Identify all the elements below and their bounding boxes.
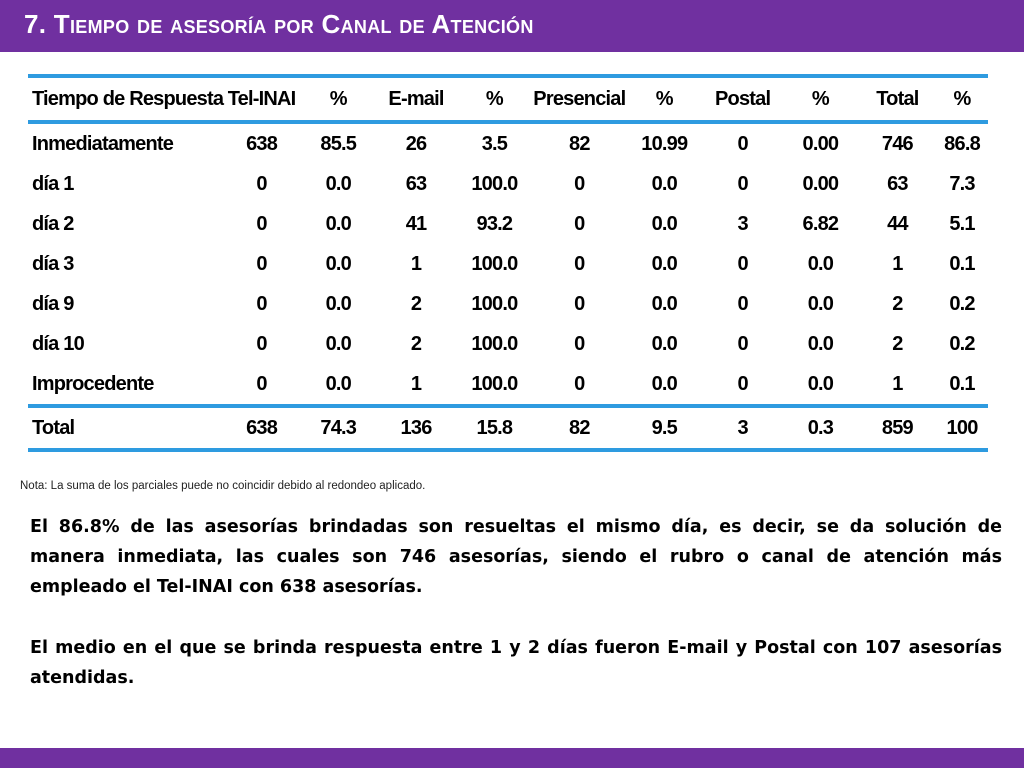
- column-header: %: [329, 87, 347, 110]
- table-cell: 859: [881, 416, 913, 439]
- table-total-row: [28, 406, 988, 450]
- response-time-table-container: [28, 74, 988, 452]
- table-cell: 0.0: [651, 292, 677, 315]
- table-cell: 1: [410, 252, 422, 275]
- table-cell: 0.0: [807, 332, 834, 355]
- table-cell: 0: [256, 172, 267, 195]
- table-cell: 0.0: [651, 372, 677, 395]
- row-label: día 3: [32, 252, 74, 275]
- table-cell: 0.0: [325, 372, 351, 395]
- table-cell: 82: [569, 132, 590, 155]
- table-row: [28, 284, 988, 324]
- table-cell: 0: [737, 372, 748, 395]
- table-cell: 0.0: [807, 292, 834, 315]
- table-cell: 0.2: [949, 292, 975, 315]
- table-row: [28, 122, 988, 164]
- table-cell: Total: [32, 416, 75, 439]
- table-cell: 0.00: [802, 172, 839, 195]
- row-label: Inmediatamente: [32, 132, 174, 155]
- table-cell: 100.0: [471, 292, 518, 315]
- table-cell: 746: [881, 132, 913, 155]
- table-cell: 93.2: [476, 212, 513, 235]
- table-cell: 0.2: [949, 332, 975, 355]
- table-row: [28, 244, 988, 284]
- column-header: Postal: [715, 87, 771, 110]
- table-cell: 15.8: [476, 416, 513, 439]
- table-cell: 0.1: [949, 372, 975, 395]
- table-cell: 0: [574, 212, 585, 235]
- table-cell: 0: [574, 292, 585, 315]
- table-cell: 74.3: [320, 416, 357, 439]
- column-header: Tiempo de Respuesta: [32, 87, 224, 110]
- table-cell: 100.0: [471, 332, 518, 355]
- table-cell: 1: [410, 372, 422, 395]
- response-time-table: [28, 74, 988, 452]
- table-cell: 2: [410, 292, 422, 315]
- table-cell: 136: [400, 416, 432, 439]
- table-cell: 100.0: [471, 372, 518, 395]
- table-cell: 1: [892, 372, 903, 395]
- table-cell: 26: [405, 132, 427, 155]
- table-cell: 3: [737, 212, 748, 235]
- table-cell: 0: [256, 372, 267, 395]
- column-header: E-mail: [388, 87, 444, 110]
- table-cell: 100.0: [471, 252, 518, 275]
- table-cell: 0: [256, 292, 267, 315]
- table-cell: 0: [256, 332, 267, 355]
- table-cell: 0: [574, 252, 585, 275]
- table-cell: 0.0: [325, 252, 351, 275]
- table-cell: 5.1: [949, 212, 975, 235]
- table-cell: 0.1: [949, 252, 975, 275]
- table-cell: 86.8: [944, 132, 980, 155]
- table-row: [28, 324, 988, 364]
- table-cell: 0.0: [651, 332, 677, 355]
- table-cell: 0: [574, 172, 585, 195]
- table-header-row: [28, 76, 988, 122]
- table-cell: 0: [737, 172, 748, 195]
- table-cell: 2: [892, 292, 903, 315]
- footnote: Nota: La suma de los parciales puede no coincidir debido al redondeo aplicado.: [20, 480, 426, 492]
- table-cell: 0.0: [807, 372, 834, 395]
- table-cell: 6.82: [802, 212, 839, 235]
- column-header: %: [953, 87, 971, 110]
- column-header: %: [655, 87, 673, 110]
- table-cell: 3: [737, 416, 748, 439]
- table-body: [28, 122, 988, 406]
- table-cell: 638: [246, 416, 278, 439]
- row-label: día 1: [32, 172, 74, 195]
- table-cell: 0.0: [651, 212, 677, 235]
- table-cell: 2: [410, 332, 422, 355]
- table-cell: 100.0: [471, 172, 518, 195]
- table-cell: 0: [737, 332, 748, 355]
- column-header: %: [485, 87, 503, 110]
- table-cell: 0.0: [325, 332, 351, 355]
- table-cell: 0: [256, 252, 267, 275]
- row-label: día 2: [32, 212, 74, 235]
- table-cell: 44: [887, 212, 908, 235]
- column-header: Total: [876, 87, 919, 110]
- table-cell: 41: [405, 212, 427, 235]
- table-cell: 638: [246, 132, 278, 155]
- table-cell: 0.00: [802, 132, 839, 155]
- table-cell: 0.0: [325, 212, 351, 235]
- summary-paragraph: El medio en el que se brinda respuesta entre 1 y 2 días fueron E-mail y Postal con 107 asesorías atendidas.: [30, 638, 1002, 688]
- summary-paragraph: El 86.8% de las asesorías brindadas son resueltas el mismo día, es decir, se da solución de manera inmediata, las cuales son 746 asesorías, siendo el rubro o canal de atención más empleado el Tel-INAI con 638 asesorías.: [30, 517, 1002, 597]
- table-cell: 100: [946, 416, 978, 439]
- table-cell: 2: [892, 332, 903, 355]
- table-row: [28, 164, 988, 204]
- table-cell: 0.3: [807, 416, 834, 439]
- column-header: %: [811, 87, 829, 110]
- table-cell: 0.0: [325, 292, 351, 315]
- table-cell: 7.3: [949, 172, 975, 195]
- title-bar: [0, 0, 1024, 52]
- table-cell: 0: [574, 372, 585, 395]
- row-label: día 9: [32, 292, 74, 315]
- table-cell: 63: [887, 172, 908, 195]
- row-label: día 10: [32, 332, 84, 355]
- table-cell: 9.5: [651, 416, 677, 439]
- column-header: Tel-INAI: [227, 87, 296, 110]
- table-cell: 3.5: [481, 132, 508, 155]
- table-cell: 0.0: [651, 172, 677, 195]
- slide-title: 7. Tiempo de asesoría por Canal de Atención: [24, 9, 534, 39]
- table-cell: 0: [737, 252, 748, 275]
- column-header: Presencial: [533, 87, 626, 110]
- table-cell: 0: [574, 332, 585, 355]
- table-cell: 85.5: [320, 132, 357, 155]
- table-cell: 0.0: [325, 172, 351, 195]
- table-cell: 0.0: [651, 252, 677, 275]
- footer-bar: [0, 748, 1024, 768]
- table-cell: 82: [569, 416, 590, 439]
- row-label: Improcedente: [32, 372, 154, 395]
- table-cell: 10.99: [641, 132, 688, 155]
- table-cell: 0.0: [807, 252, 834, 275]
- table-cell: 0: [737, 132, 748, 155]
- table-row: [28, 204, 988, 244]
- table-row: [28, 364, 988, 406]
- table-cell: 0: [737, 292, 748, 315]
- table-cell: 63: [405, 172, 427, 195]
- table-cell: 1: [892, 252, 903, 275]
- table-cell: 0: [256, 212, 267, 235]
